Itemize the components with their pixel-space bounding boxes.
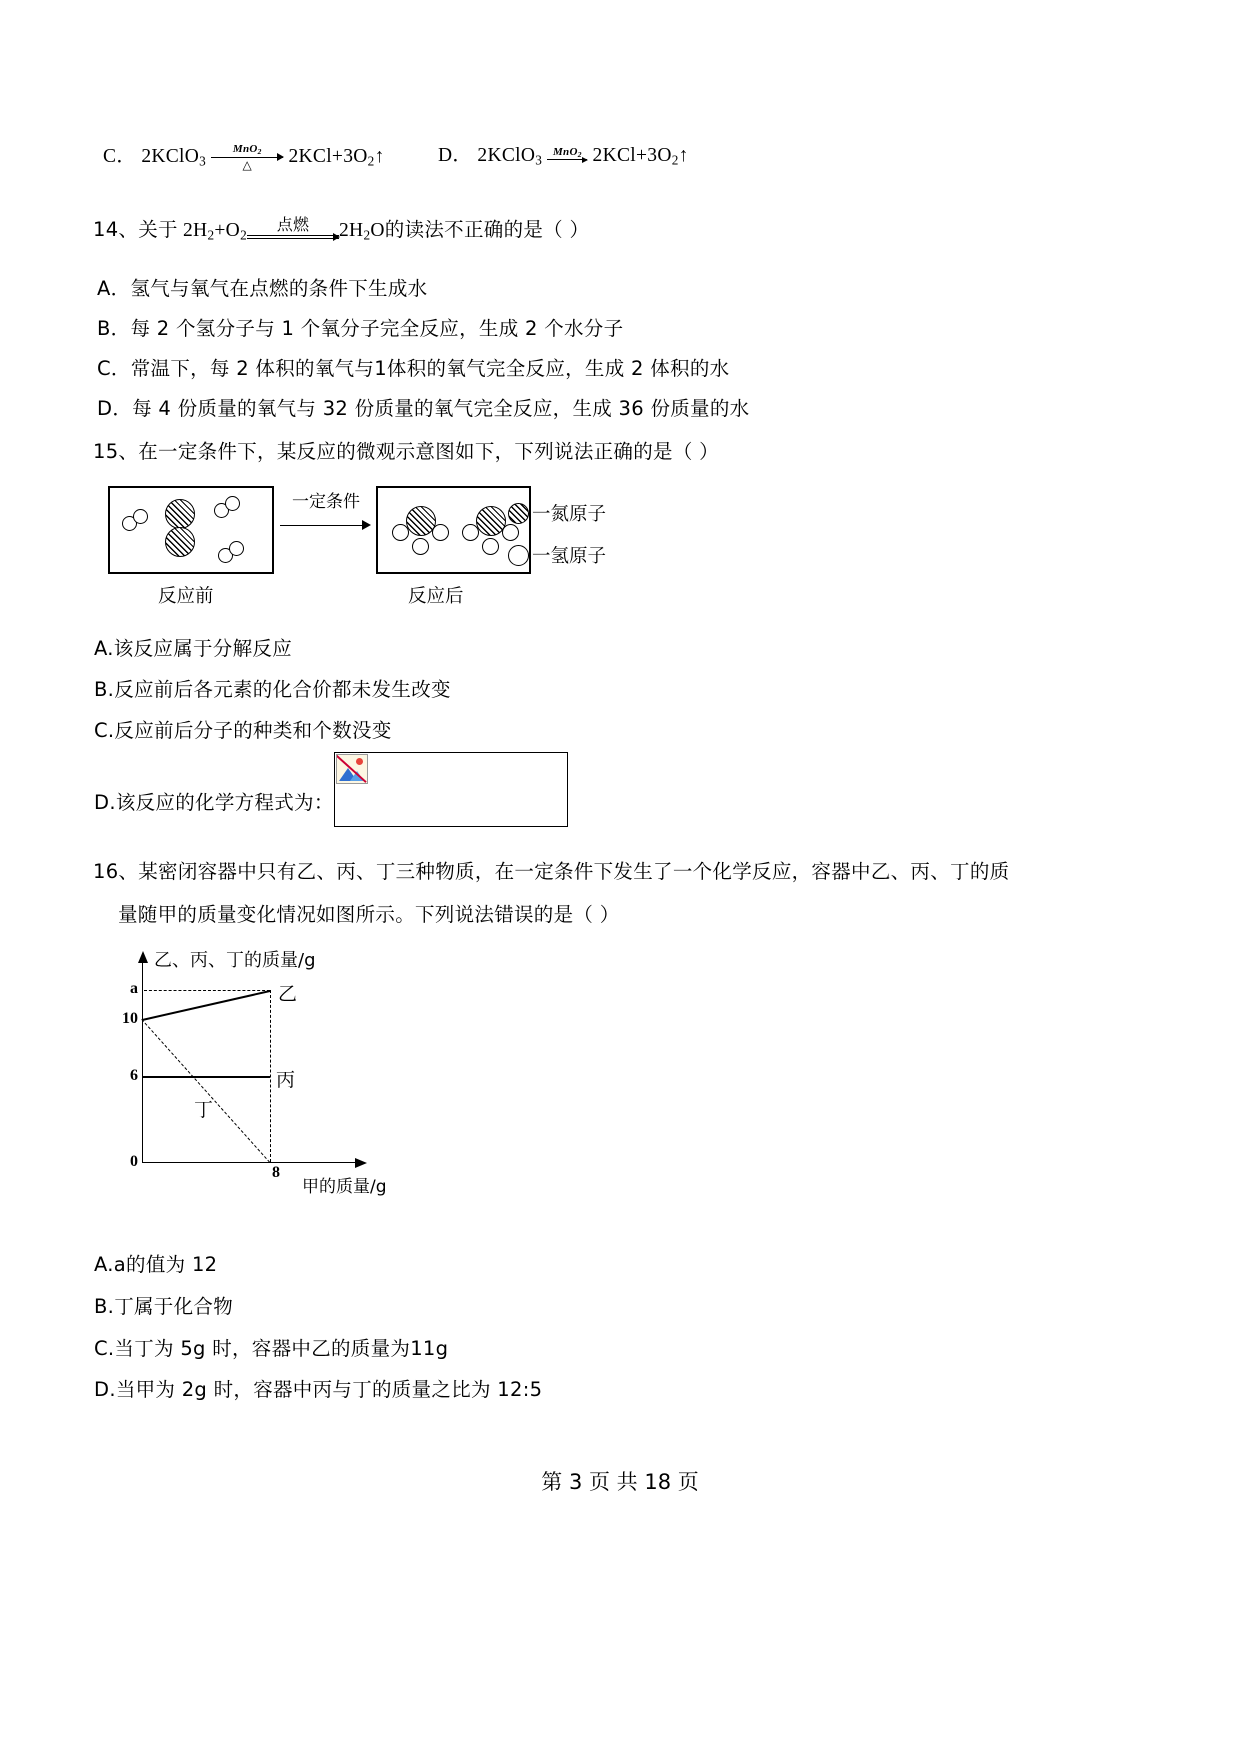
q14-stem xyxy=(93,218,589,244)
q14-option-c-text: 常温下，每 2 体积的氧气与1体积的氧气完全反应，生成 2 体积的水 xyxy=(130,357,730,380)
chart-guide-a-horizontal xyxy=(144,990,270,991)
reactants-caption: 反应前 xyxy=(158,586,214,607)
q15-option-d xyxy=(94,791,334,815)
chart-guide-8-vertical xyxy=(270,990,271,1162)
chart-y-axis xyxy=(142,962,143,1162)
q16-number: 16、 xyxy=(93,860,139,883)
q13-option-c-arrow-bar xyxy=(211,157,283,158)
products-caption: 反应后 xyxy=(408,586,464,607)
chart-series-ding-line xyxy=(141,1019,270,1162)
q15-stem xyxy=(93,440,719,464)
q13-option-d-label: D xyxy=(438,145,453,166)
q13-option-c-condition: △ xyxy=(242,157,253,172)
chart-series-bing-label: 丙 xyxy=(276,1069,296,1091)
chart-series-yi-line xyxy=(142,990,270,1021)
q15-reaction-diagram xyxy=(108,486,748,606)
q13-option-c-product: $2KCl+3O_2↑$ xyxy=(288,145,385,169)
hydrogen-atom xyxy=(392,524,409,541)
q16-option-a xyxy=(94,1253,217,1277)
page-footer xyxy=(0,1466,1240,1496)
q14-option-a-text: 氢气与氧气在点燃的条件下生成水 xyxy=(130,277,428,300)
reactants-box xyxy=(108,486,274,574)
hydrogen-atom xyxy=(229,541,244,556)
q14-stem-post: 的读法不正确的是（ ） xyxy=(384,218,590,241)
nitrogen-atom-icon xyxy=(508,503,529,524)
reaction-condition xyxy=(278,494,374,554)
q15-option-b xyxy=(94,678,451,702)
q16-option-c-text: 当丁为 5g 时，容器中乙的质量为11g xyxy=(114,1337,449,1360)
legend-item-hydrogen-label: 一氢原子 xyxy=(532,546,607,567)
hydrogen-atom-icon xyxy=(508,545,529,566)
q13-option-c-reactant: 2KClO$_3$ xyxy=(141,145,207,169)
image-sun-shape xyxy=(356,758,363,765)
q14-option-a xyxy=(97,277,427,301)
q13-option-d-arrow xyxy=(547,147,587,161)
q16-chart xyxy=(118,950,448,1200)
q15-option-a-label: A. xyxy=(94,637,114,660)
q15-option-a xyxy=(94,637,292,661)
q14-option-b-label: B． xyxy=(97,317,131,340)
hydrogen-atom xyxy=(482,538,499,555)
q15-option-b-label: B. xyxy=(94,678,115,701)
chart-series-bing-line xyxy=(142,1076,270,1078)
q14-condition: 点燃 xyxy=(276,216,310,234)
q14-option-c-label: C． xyxy=(97,357,131,380)
q15-option-c-label: C. xyxy=(94,719,115,742)
q14-option-b-text: 每 2 个氢分子与 1 个氧分子完全反应，生成 2 个水分子 xyxy=(130,317,624,340)
q16-stem-line1-text: 某密闭容器中只有乙、丙、丁三种物质，在一定条件下发生了一个化学反应，容器中乙、丙、丁的质 xyxy=(138,860,1010,883)
legend-item-nitrogen xyxy=(508,500,606,526)
q16-option-c xyxy=(94,1337,448,1361)
q14-arrow-bar xyxy=(247,235,339,240)
legend-item-hydrogen xyxy=(508,542,606,568)
q16-stem-line2-text: 量随甲的质量变化情况如图所示。下列说法错误的是（ ） xyxy=(118,903,620,926)
broken-image-icon xyxy=(336,754,368,784)
q14-option-b xyxy=(97,317,623,341)
chart-origin-tick-0: 0 xyxy=(130,1153,138,1170)
nitrogen-atom xyxy=(165,527,195,557)
q15-option-d-text: 该反应的化学方程式为： xyxy=(115,791,334,814)
q16-option-b-text: 丁属于化合物 xyxy=(114,1295,233,1318)
q16-stem-line1 xyxy=(93,860,1009,884)
q16-option-a-text: a的值为 12 xyxy=(113,1253,218,1276)
q13-option-c-catalyst: MnO$_2$ xyxy=(232,143,262,157)
q13-option-d-sep: ． xyxy=(452,145,473,166)
reaction-condition-label: 一定条件 xyxy=(292,492,360,512)
q15-stem-text: 在一定条件下，某反应的微观示意图如下，下列说法正确的是（ ） xyxy=(138,440,719,463)
legend-item-nitrogen-label: 一氮原子 xyxy=(532,504,607,525)
q14-option-c xyxy=(97,357,729,381)
q13-option-c xyxy=(103,144,385,171)
hydrogen-atom xyxy=(133,509,148,524)
q15-number: 15、 xyxy=(93,440,139,463)
q15-option-c xyxy=(94,719,392,743)
q13-option-d-product: $2KCl+3O_2↑$ xyxy=(592,145,689,168)
hydrogen-atom xyxy=(412,538,429,555)
page-number-text: 第 3 页 共 18 页 xyxy=(541,1470,699,1494)
nitrogen-atom xyxy=(165,499,195,529)
hydrogen-atom xyxy=(225,496,240,511)
q13-option-c-arrow xyxy=(211,144,283,171)
q16-option-d-text: 当甲为 2g 时，容器中丙与丁的质量之比为 12:5 xyxy=(115,1378,543,1401)
q16-option-d-label: D. xyxy=(94,1378,116,1401)
q15-option-d-label: D. xyxy=(94,791,116,814)
chart-series-yi-label: 乙 xyxy=(278,983,298,1005)
q14-number: 14、 xyxy=(93,218,139,241)
chart-series-ding-label: 丁 xyxy=(194,1099,214,1121)
q15-option-c-text: 反应前后分子的种类和个数没变 xyxy=(114,719,392,742)
hydrogen-atom xyxy=(462,524,479,541)
q14-stem-pre: 关于 $2H_2+O_2$ xyxy=(138,220,247,243)
q16-option-b-label: B. xyxy=(94,1295,115,1318)
q14-reaction-arrow xyxy=(247,218,339,240)
q16-option-b xyxy=(94,1295,233,1319)
q14-option-a-label: A． xyxy=(97,277,131,300)
q14-stem-product: $2H_2O$ xyxy=(339,220,385,243)
chart-x-axis xyxy=(142,1162,356,1163)
chart-y-tick-a: a xyxy=(130,980,138,997)
q14-option-d xyxy=(97,397,749,421)
q16-option-c-label: C. xyxy=(94,1337,115,1360)
q16-option-d xyxy=(94,1378,542,1402)
q15-formula-answer-box xyxy=(334,752,568,827)
q14-option-d-label: D． xyxy=(97,397,133,420)
chart-x-tick-8: 8 xyxy=(272,1164,280,1181)
chart-x-axis-label: 甲的质量/g xyxy=(302,1177,387,1197)
q15-option-b-text: 反应前后各元素的化合价都未发生改变 xyxy=(114,678,451,701)
reaction-arrow-icon xyxy=(278,520,374,530)
q13-option-d-arrow-bar xyxy=(547,159,587,160)
chart-y-axis-label: 乙、丙、丁的质量/g xyxy=(154,950,316,971)
q16-stem-line2 xyxy=(118,903,620,927)
q13-option-d-reactant: 2KClO$_3$ xyxy=(477,145,543,168)
chart-y-tick-10: 10 xyxy=(122,1010,138,1027)
q13-option-c-sep: ． xyxy=(116,145,137,167)
q16-option-a-label: A. xyxy=(94,1253,114,1276)
hydrogen-atom xyxy=(502,524,519,541)
q14-option-d-text: 每 4 份质量的氧气与 32 份质量的氧气完全反应，生成 36 份质量的水 xyxy=(132,397,750,420)
q13-option-c-label: C xyxy=(103,145,117,167)
q13-option-d xyxy=(438,144,689,169)
chart-y-tick-6: 6 xyxy=(130,1067,138,1084)
q15-option-a-text: 该反应属于分解反应 xyxy=(113,637,292,660)
q13-option-d-catalyst: MnO$_2$ xyxy=(552,145,582,159)
hydrogen-atom xyxy=(432,524,449,541)
